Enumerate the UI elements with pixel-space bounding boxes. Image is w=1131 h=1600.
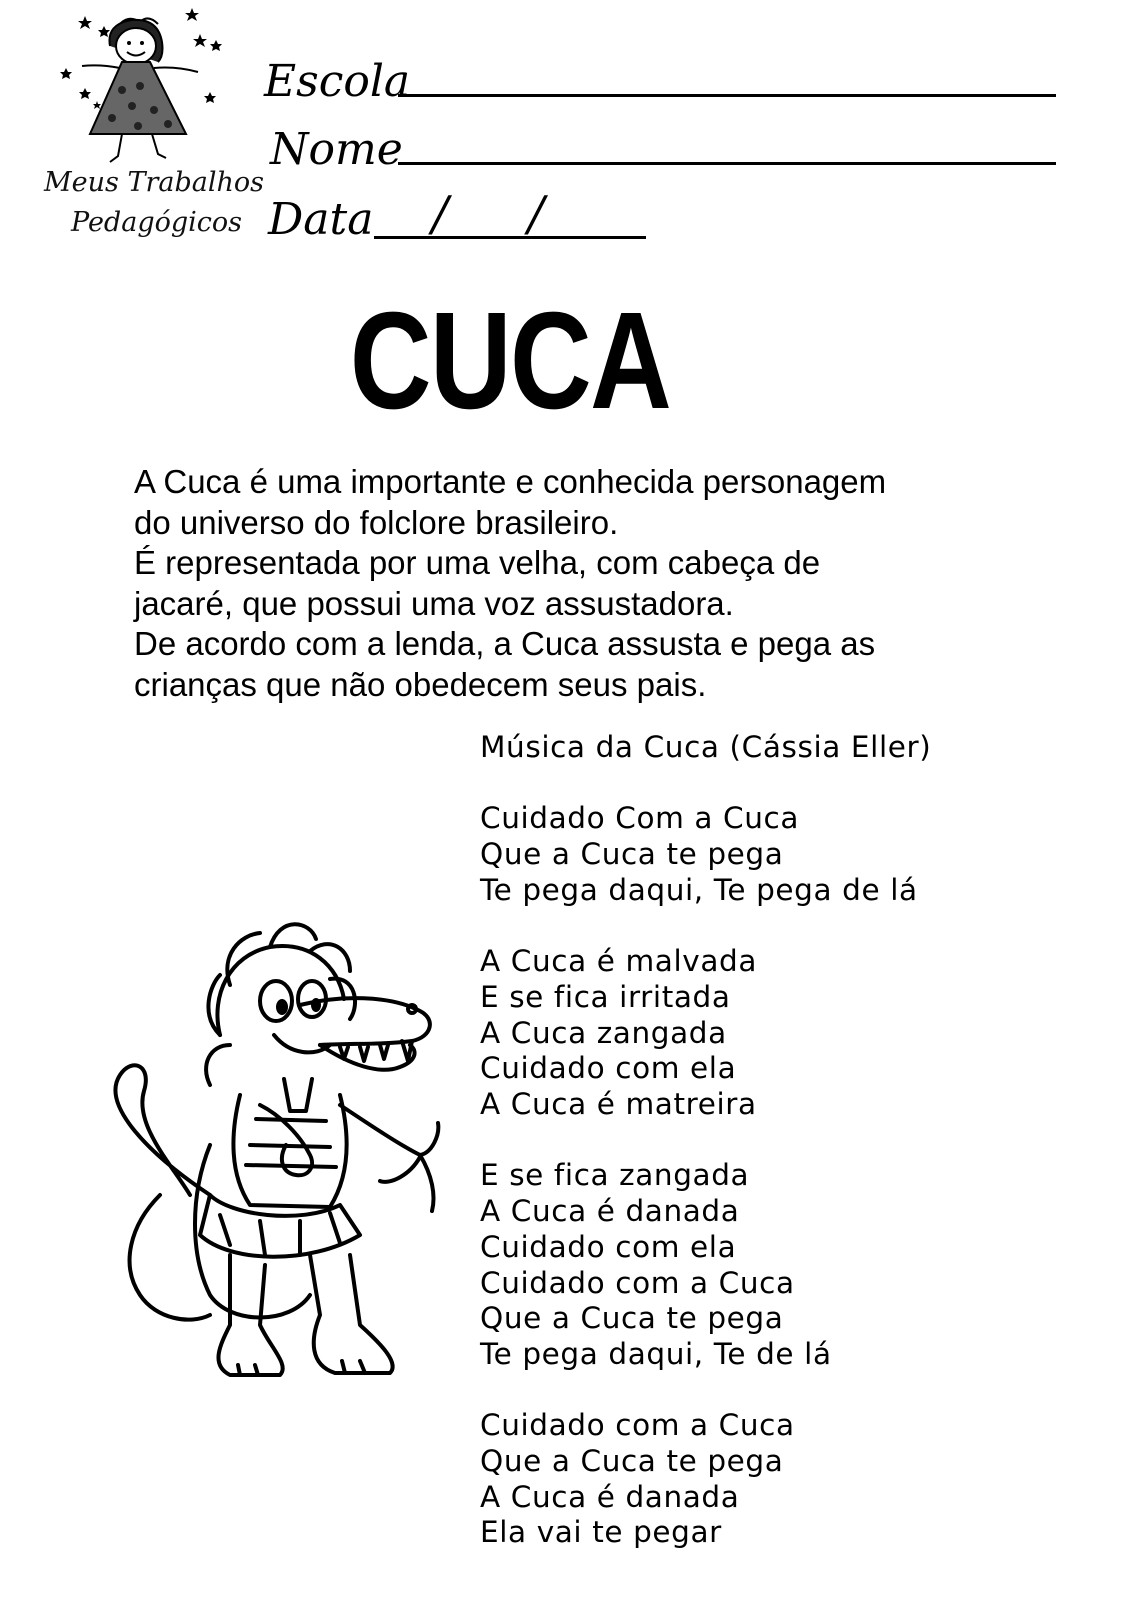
intro-line: A Cuca é uma importante e conhecida personagem bbox=[134, 463, 887, 500]
girl-with-stars-icon bbox=[40, 6, 270, 176]
song-line: E se fica zangada bbox=[480, 1158, 750, 1193]
song-line: Cuidado com ela bbox=[480, 1051, 737, 1086]
logo-text-line1: Meus Trabalhos bbox=[44, 167, 264, 198]
cuca-alligator-illustration bbox=[60, 895, 450, 1405]
date-separator: / bbox=[528, 186, 545, 242]
song-line: Que a Cuca te pega bbox=[480, 1301, 784, 1336]
song-stanza bbox=[480, 944, 1100, 1123]
song-line: Cuidado com a Cuca bbox=[480, 1408, 795, 1443]
name-label: Nome bbox=[270, 124, 403, 175]
intro-line: É representada por uma velha, com cabeça de bbox=[134, 544, 821, 581]
song-line: Te pega daqui, Te pega de lá bbox=[480, 872, 918, 907]
song-stanza bbox=[480, 1158, 1100, 1372]
name-field[interactable] bbox=[398, 162, 1056, 165]
intro-line: De acordo com a lenda, a Cuca assusta e pega as bbox=[134, 625, 876, 662]
intro-line: crianças que não obedecem seus pais. bbox=[134, 665, 707, 703]
song-line: A Cuca zangada bbox=[480, 1015, 727, 1050]
logo-text-line2: Pedagógicos bbox=[71, 207, 243, 238]
song-line: E se fica irritada bbox=[480, 979, 731, 1014]
song-line: A Cuca é matreira bbox=[480, 1087, 757, 1121]
song-title: Música da Cuca (Cássia Eller) bbox=[480, 730, 932, 764]
intro-line: do universo do folclore brasileiro. bbox=[134, 503, 619, 541]
song-line: A Cuca é danada bbox=[480, 1194, 740, 1229]
date-separator: / bbox=[432, 186, 449, 242]
intro-text bbox=[134, 462, 1034, 705]
song-stanza bbox=[480, 801, 1100, 908]
song-line: Cuidado com ela bbox=[480, 1229, 737, 1264]
page-title: CUCA bbox=[349, 284, 671, 438]
date-label: Data bbox=[268, 194, 374, 245]
song-line: Que a Cuca te pega bbox=[480, 1444, 784, 1478]
intro-line: jacaré, que possui uma voz assustadora. bbox=[134, 584, 734, 622]
song-line: Ela vai te pegar bbox=[480, 1515, 722, 1550]
song-line: A Cuca é malvada bbox=[480, 944, 758, 979]
song-line: A Cuca é danada bbox=[480, 1479, 740, 1514]
song-line: Te pega daqui, Te de lá bbox=[480, 1336, 832, 1371]
song-line: Que a Cuca te pega bbox=[480, 837, 784, 872]
song-line: Cuidado com a Cuca bbox=[480, 1265, 795, 1300]
song bbox=[480, 730, 1100, 1551]
school-label: Escola bbox=[264, 56, 411, 107]
song-line: Cuidado Com a Cuca bbox=[480, 801, 800, 836]
date-field[interactable] bbox=[374, 236, 646, 239]
school-field[interactable] bbox=[398, 94, 1056, 97]
song-stanza bbox=[480, 1408, 1100, 1551]
